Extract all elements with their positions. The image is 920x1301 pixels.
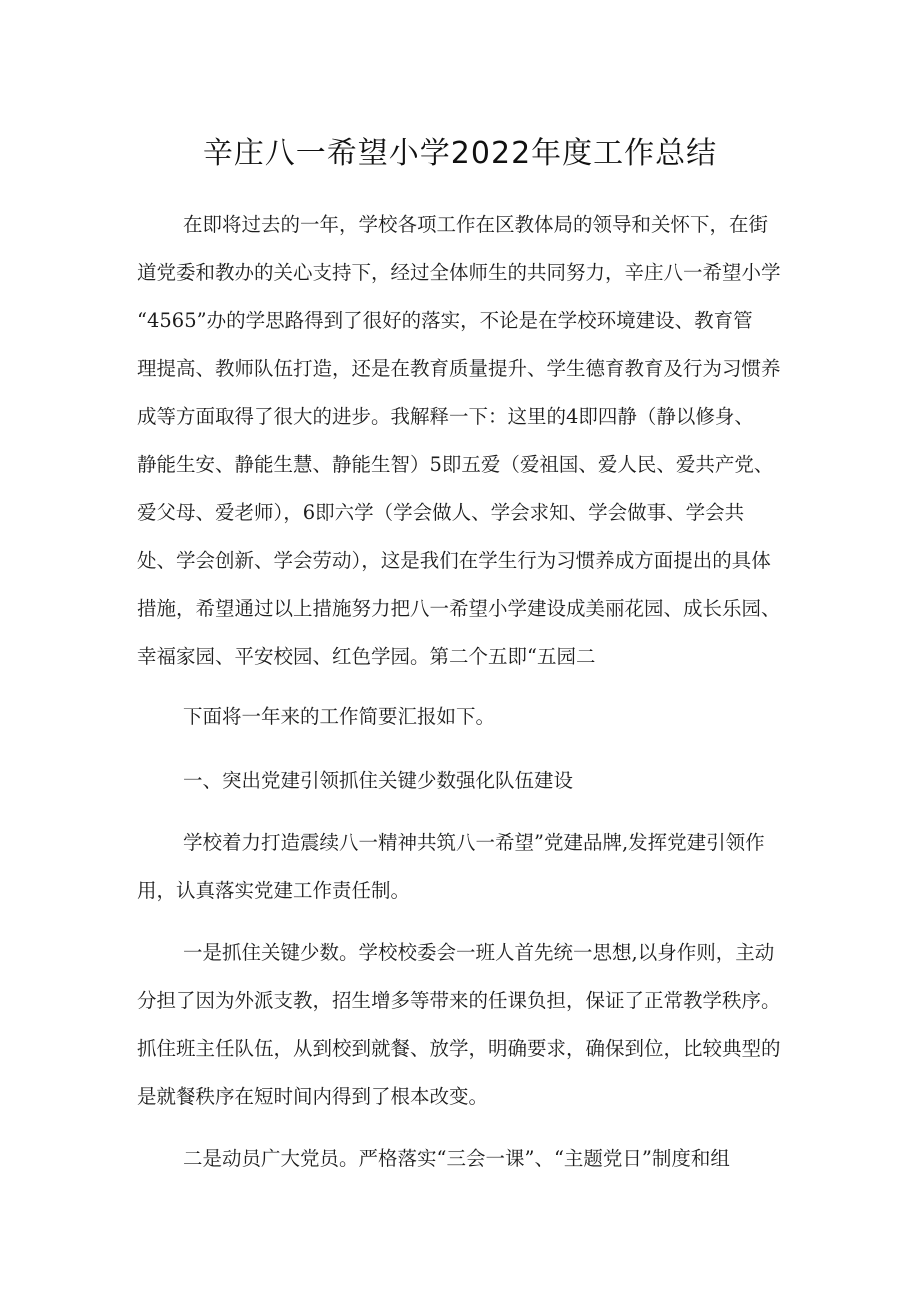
paragraph-line: 二是动员广大党员。严格落实“三会一课”、“主题党日”制度和组 [183,1147,730,1170]
paragraph-line: 是就餐秩序在短时间内得到了根本改变。 [137,1085,489,1108]
paragraph-line: 道党委和教办的关心支持下，经过全体师生的共同努力，辛庄八一希望小学 [137,261,781,284]
document-title: 辛庄八一希望小学2022年度工作总结 [202,136,718,171]
section-heading: 一、突出党建引领抓住关键少数强化队伍建设 [183,769,574,792]
paragraph-line: 下面将一年来的工作简要汇报如下。 [183,705,496,728]
paragraph-line: 处、学会创新、学会劳动），这是我们在学生行为习惯养成方面提出的具体 [137,549,771,572]
paragraph-line: 分担了因为外派支教，招生增多等带来的任课负担，保证了正常教学秩序。 [137,989,781,1012]
paragraph-line: 措施，希望通过以上措施努力把八一希望小学建设成美丽花园、成长乐园、 [137,597,781,620]
paragraph-line: 在即将过去的一年，学校各项工作在区教体局的领导和关怀下，在街 [183,213,769,236]
paragraph-line: 成等方面取得了很大的进步。我解释一下：这里的4即四静（静以修身、 [137,405,754,428]
paragraph-line: 学校着力打造震续八一精神共筑八一希望”党建品牌,发挥党建引领作 [183,831,765,854]
paragraph-line: “4565”办的学思路得到了很好的落实，不论是在学校环境建设、教育管 [137,309,753,332]
paragraph-line: 幸福家园、平安校园、红色学园。第二个五即“五园二 [137,645,596,668]
paragraph-line: 静能生安、静能生慧、静能生智）5即五爱（爱祖国、爱人民、爱共产党、 [137,453,774,476]
paragraph-line: 理提高、教师队伍打造，还是在教育质量提升、学生德育教育及行为习惯养 [137,357,781,380]
paragraph-line: 爱父母、爱老师），6即六学（学会做人、学会求知、学会做事、学会共 [137,501,745,524]
paragraph-line: 用，认真落实党建工作责任制。 [137,879,411,902]
paragraph-line: 一是抓住关键少数。学校校委会一班人首先统一思想,以身作则，主动 [183,941,775,964]
paragraph-line: 抓住班主任队伍，从到校到就餐、放学，明确要求，确保到位，比较典型的 [137,1037,781,1060]
